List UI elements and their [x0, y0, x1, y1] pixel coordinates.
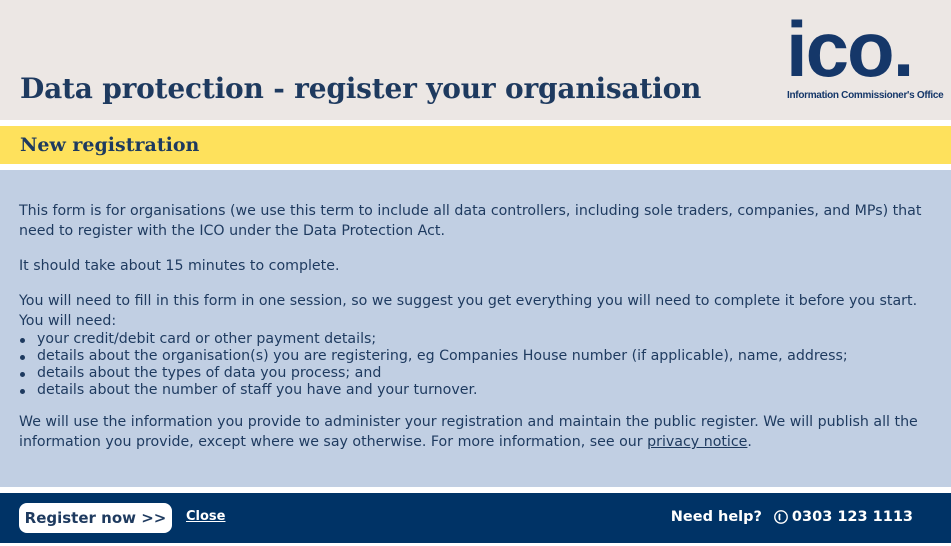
list-item: details about the types of data you process; and — [19, 365, 931, 382]
privacy-paragraph — [19, 412, 931, 452]
help-contact — [671, 509, 913, 525]
page-header — [0, 0, 951, 120]
privacy-text: We will use the information you provide to administer your registration and maintain the public register. We will publish all the information you provide, except where we say otherwise. For more information, see our — [19, 414, 918, 450]
info-content — [19, 201, 931, 467]
list-item: details about the organisation(s) you are registering, eg Companies House number (if applicable), name, address; — [19, 348, 931, 365]
section-title: New registration — [20, 134, 200, 156]
logo-caption: Information Commissioner's Office — [787, 90, 944, 101]
list-item: your credit/debit card or other payment details; — [19, 331, 931, 348]
help-label: Need help? — [670, 509, 762, 525]
register-now-button[interactable]: Register now >> — [19, 503, 172, 533]
needs-intro-paragraph: You will need to fill in this form in one session, so we suggest you get everything you will need to complete it before you start. You will need: — [19, 293, 918, 329]
footer-bar — [0, 493, 951, 543]
ico-logo — [786, 5, 944, 106]
close-link[interactable]: Close — [186, 509, 226, 524]
phone-icon — [774, 509, 788, 525]
list-item: details about the number of staff you have and your turnover. — [19, 382, 931, 399]
privacy-text-end: . — [747, 434, 752, 450]
privacy-notice-link[interactable]: privacy notice — [647, 434, 748, 450]
page-title: Data protection - register your organisation — [20, 72, 702, 105]
info-panel — [0, 170, 951, 487]
needs-list — [19, 331, 931, 399]
duration-paragraph: It should take about 15 minutes to complete. — [19, 258, 340, 274]
section-banner — [0, 126, 951, 164]
help-phone-number: 0303 123 1113 — [791, 509, 913, 525]
logo-mark: ico. — [786, 5, 913, 93]
intro-paragraph: This form is for organisations (we use this term to include all data controllers, including sole traders, companies, and MPs) that need to register with the ICO under the Data Protection Act. — [19, 203, 922, 239]
